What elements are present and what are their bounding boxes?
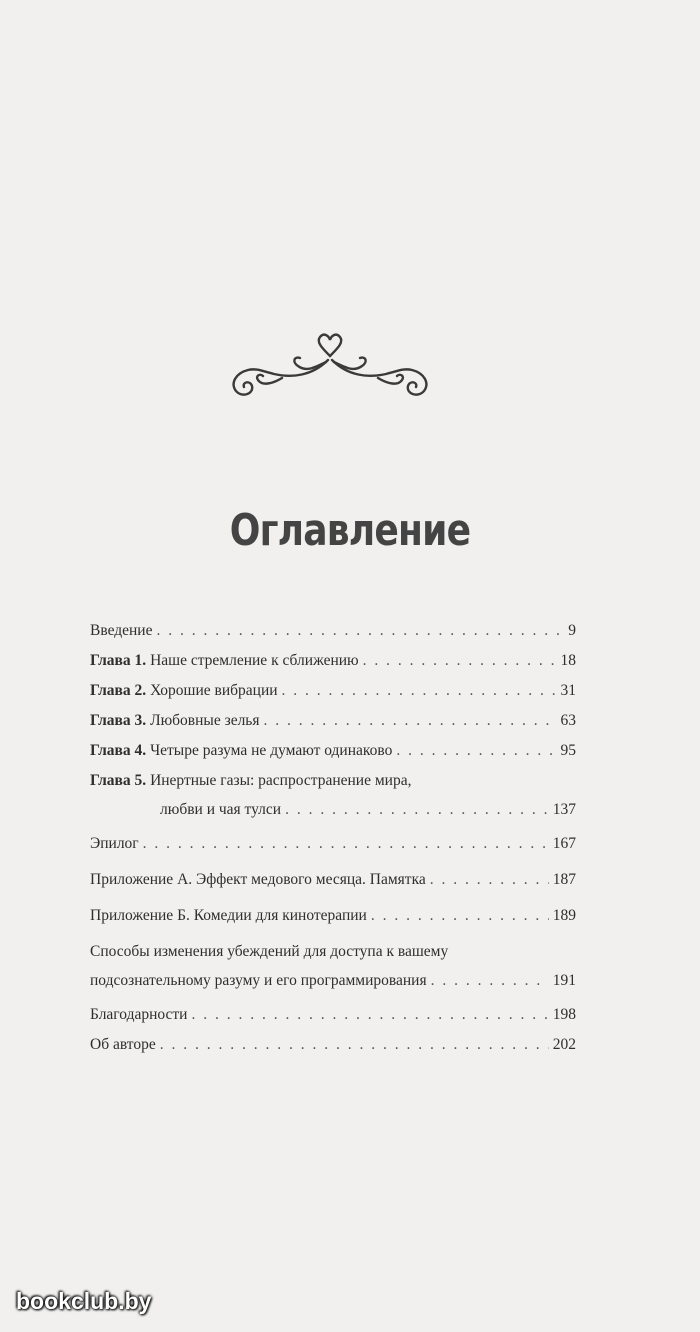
toc-leader-dots [264, 706, 557, 736]
toc-chapter-prefix: Глава 2. [90, 682, 147, 699]
toc-entry-thanks[interactable] [90, 1000, 576, 1030]
watermark: bookclub.by [16, 1288, 152, 1314]
toc-chapter-prefix: Глава 5. [90, 772, 147, 789]
toc-entry-label: Эпилог [90, 835, 139, 852]
toc-leader-dots [282, 676, 557, 706]
toc-leader-dots [156, 616, 564, 646]
toc-entry-appendix-a[interactable] [90, 865, 576, 895]
toc-leader-dots [431, 967, 549, 994]
toc-entry-appendix-b[interactable] [90, 901, 576, 931]
toc-entry-page: 63 [560, 712, 576, 729]
toc-entry-page: 191 [552, 972, 576, 989]
toc-entry-label: Приложение Б. Комедии для кинотерапии [90, 907, 367, 924]
toc-entry-intro[interactable] [90, 616, 576, 646]
toc-entry-ch3[interactable] [90, 706, 576, 736]
toc-leader-dots [160, 1030, 549, 1060]
toc-entry-label: Об авторе [90, 1036, 156, 1053]
toc-entry-label: Благодарности [90, 1006, 188, 1023]
toc-entry-page: 167 [552, 835, 576, 852]
toc-entry-label: Способы изменения убеждений для доступа к вашему [90, 943, 449, 960]
toc-entry-ch1[interactable] [90, 646, 576, 676]
toc-entry-methods[interactable] [90, 937, 576, 967]
toc-leader-dots [143, 829, 549, 859]
toc-entry-page: 95 [560, 742, 576, 759]
toc-entry-page: 198 [552, 1006, 576, 1023]
toc-leader-dots [371, 901, 549, 931]
toc-leader-dots [191, 1000, 548, 1030]
table-of-contents [90, 616, 576, 1060]
toc-entry-label: Наше стремление к сближению [150, 652, 359, 669]
toc-entry-page: 187 [552, 871, 576, 888]
toc-entry-page: 202 [552, 1036, 576, 1053]
toc-entry-ch2[interactable] [90, 676, 576, 706]
toc-entry-ch5-cont[interactable] [90, 796, 576, 823]
toc-entry-label: Четыре разума не думают одинаково [150, 742, 393, 759]
toc-entry-label: Введение [90, 622, 153, 639]
toc-entry-label: подсознательному разуму и его программирования [90, 972, 427, 989]
toc-entry-page: 189 [552, 907, 576, 924]
toc-leader-dots [363, 646, 557, 676]
toc-entry-page: 18 [560, 652, 576, 669]
toc-chapter-prefix: Глава 3. [90, 712, 147, 729]
toc-leader-dots [285, 796, 549, 823]
toc-entry-label: Любовные зелья [150, 712, 260, 729]
toc-entry-label: Приложение А. Эффект медового месяца. Памятка [90, 871, 426, 888]
toc-entry-author[interactable] [90, 1030, 576, 1060]
toc-entry-page: 9 [568, 622, 576, 639]
toc-entry-methods-cont[interactable] [90, 967, 576, 994]
toc-entry-label: Инертные газы: распространение мира, [150, 772, 412, 789]
toc-entry-ch5[interactable] [90, 766, 576, 796]
page-title: Оглавление [229, 505, 471, 556]
toc-entry-label: Хорошие вибрации [150, 682, 278, 699]
toc-chapter-prefix: Глава 1. [90, 652, 147, 669]
toc-entry-ch4[interactable] [90, 736, 576, 766]
toc-leader-dots [396, 736, 556, 766]
toc-leader-dots [430, 865, 549, 895]
heart-flourish-icon [222, 328, 438, 402]
toc-chapter-prefix: Глава 4. [90, 742, 147, 759]
toc-entry-page: 137 [552, 801, 576, 818]
toc-entry-page: 31 [560, 682, 576, 699]
toc-entry-epilogue[interactable] [90, 829, 576, 859]
toc-entry-label: любви и чая тулси [160, 801, 282, 818]
